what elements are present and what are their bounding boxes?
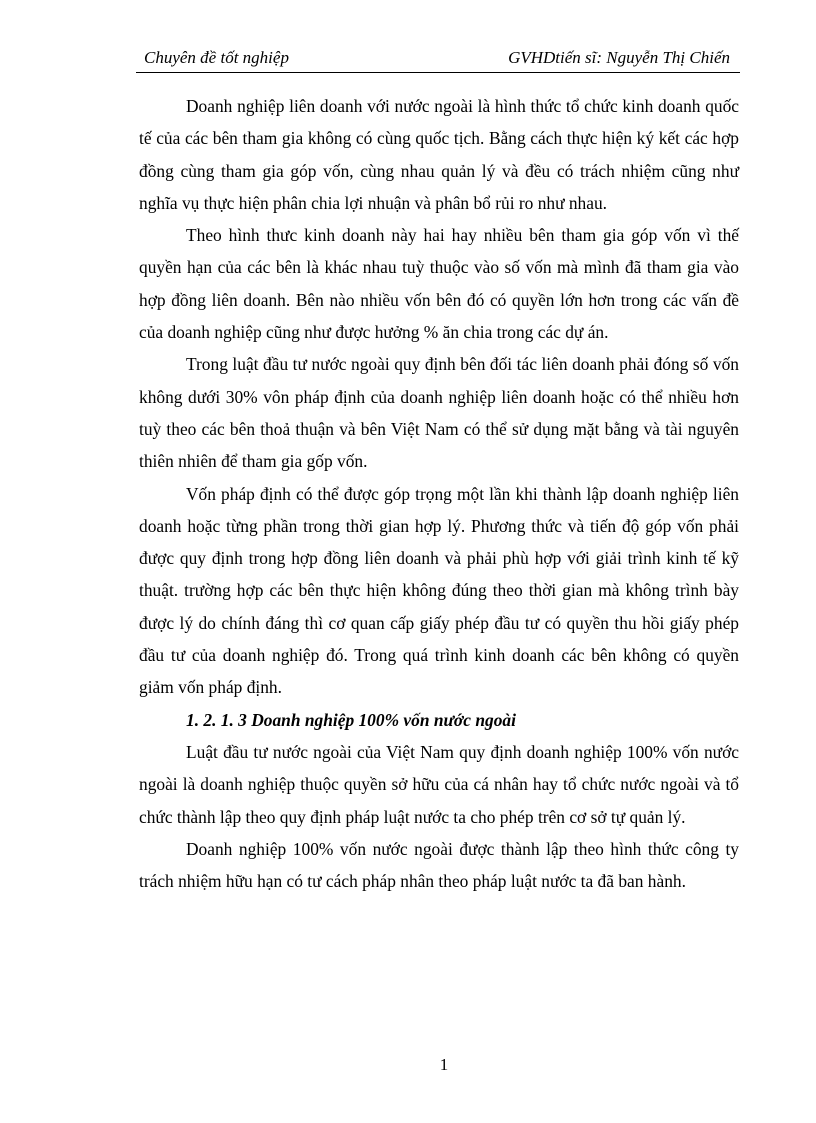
- paragraph: Doanh nghiệp liên doanh với nước ngoài là hình thức tổ chức kinh doanh quốc tế của các bên tham gia không có cùng quốc tịch. Bằng cách thực hiện ký kết các hợp đồng cùng tham gia góp vốn, cùng nhau quản lý và đều có trách nhiệm cũng như nghĩa vụ thực hiện phân chia lợi nhuận và phân bổ rủi ro như nhau.: [139, 96, 739, 213]
- header-supervisor: GVHDtiến sĩ: Nguyễn Thị Chiến: [508, 48, 730, 67]
- paragraph: Theo hình thưc kinh doanh này hai hay nhiều bên tham gia góp vốn vì thế quyền hạn của các bên là khác nhau tuỳ thuộc vào số vốn mà mình đã tham gia vào hợp đồng liên doanh. Bên nào nhiều vốn bên đó có quyền lớn hơn trong các vấn đề của doanh nghiệp cũng như được hưởng % ăn chia trong các dự án.: [139, 225, 739, 343]
- paragraph: Luật đầu tư nước ngoài của Việt Nam quy định doanh nghiệp 100% vốn nước ngoài là doanh nghiệp thuộc quyền sở hữu của cá nhân hay tổ chức nước ngoài và tổ chức thành lập theo quy định pháp luật nước ta cho phép trên cơ sở tự quản lý.: [139, 741, 739, 827]
- paragraph: Trong luật đầu tư nước ngoài quy định bên đối tác liên doanh phải đóng số vốn không dưới 30% vôn pháp định của doanh nghiệp liên doanh hoặc có thể nhiều hơn tuỳ theo các bên thoả thuận và bên Việt Nam có thể sử dụng mặt bằng và tài nguyên thiên nhiên để tham gia gốp vốn.: [139, 354, 739, 472]
- document-body: [139, 90, 739, 897]
- page-header: [136, 46, 740, 73]
- header-document-title: Chuyên đề tốt nghiệp: [144, 48, 289, 67]
- paragraph: Vốn pháp định có thể được góp trọng một lần khi thành lập doanh nghiệp liên doanh hoặc từng phần trong thời gian hợp lý. Phương thức và tiến độ góp vốn phải được quy định trong hợp đồng liên doanh và phải phù hợp với giải trình kinh tế kỹ thuật. trường hợp các bên thực hiện không đúng theo thời gian mà không trình bày được lý do chính đáng thì cơ quan cấp giấy phép đầu tư có quyền thu hồi giấy phép đầu tư của doanh nghiệp đó. Trong quá trình kinh doanh các bên không có quyền giảm vốn pháp định.: [139, 483, 739, 698]
- page-number: 1: [439, 1055, 449, 1074]
- paragraph: Doanh nghiệp 100% vốn nước ngoài được thành lập theo hình thức công ty trách nhiệm hữu hạn có tư cách pháp nhân theo pháp luật nước ta đã ban hành.: [139, 838, 739, 892]
- section-heading: 1. 2. 1. 3 Doanh nghiệp 100% vốn nước ngoài: [186, 709, 516, 730]
